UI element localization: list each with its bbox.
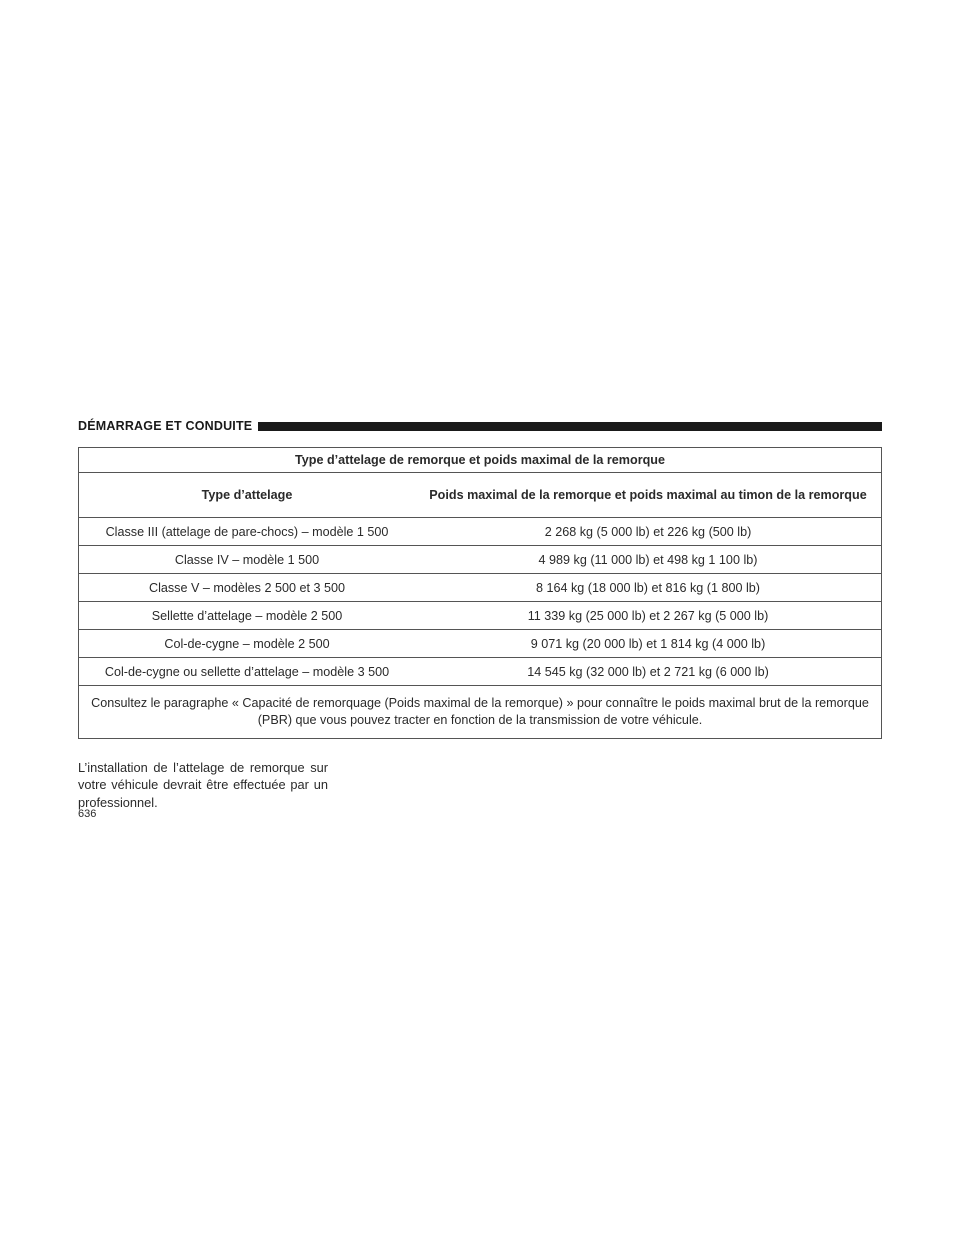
table-row bbox=[79, 574, 882, 602]
hitch-type-cell: Col-de-cygne – modèle 2 500 bbox=[79, 630, 416, 658]
column-header-hitch-type: Type d’attelage bbox=[79, 473, 416, 518]
max-weight-cell: 4 989 kg (11 000 lb) et 498 kg 1 100 lb) bbox=[415, 546, 882, 574]
hitch-type-cell: Col-de-cygne ou sellette d’attelage – modèle 3 500 bbox=[79, 658, 416, 686]
max-weight-cell: 11 339 kg (25 000 lb) et 2 267 kg (5 000 lb) bbox=[415, 602, 882, 630]
section-divider-bar bbox=[258, 422, 882, 431]
max-weight-cell: 8 164 kg (18 000 lb) et 816 kg (1 800 lb) bbox=[415, 574, 882, 602]
max-weight-cell: 9 071 kg (20 000 lb) et 1 814 kg (4 000 lb) bbox=[415, 630, 882, 658]
hitch-type-cell: Classe V – modèles 2 500 et 3 500 bbox=[79, 574, 416, 602]
table-row bbox=[79, 518, 882, 546]
body-paragraph: L’installation de l’attelage de remorque sur votre véhicule devrait être effectuée par un professionnel. bbox=[78, 759, 328, 810]
hitch-type-cell: Classe IV – modèle 1 500 bbox=[79, 546, 416, 574]
hitch-weight-table bbox=[78, 447, 882, 739]
table-row bbox=[79, 630, 882, 658]
section-header bbox=[78, 417, 882, 435]
column-header-max-weight: Poids maximal de la remorque et poids maximal au timon de la remorque bbox=[415, 473, 882, 518]
max-weight-cell: 14 545 kg (32 000 lb) et 2 721 kg (6 000 lb) bbox=[415, 658, 882, 686]
max-weight-cell: 2 268 kg (5 000 lb) et 226 kg (500 lb) bbox=[415, 518, 882, 546]
table-row bbox=[79, 546, 882, 574]
hitch-type-cell: Sellette d’attelage – modèle 2 500 bbox=[79, 602, 416, 630]
table-caption: Type d’attelage de remorque et poids maximal de la remorque bbox=[79, 448, 882, 473]
hitch-type-cell: Classe III (attelage de pare-chocs) – modèle 1 500 bbox=[79, 518, 416, 546]
section-title: DÉMARRAGE ET CONDUITE bbox=[78, 419, 253, 433]
table-row bbox=[79, 658, 882, 686]
table-row bbox=[79, 602, 882, 630]
page-number: 636 bbox=[78, 808, 97, 820]
table-note: Consultez le paragraphe « Capacité de remorquage (Poids maximal de la remorque) » pour connaître le poids maximal brut de la remorque (PBR) que vous pouvez tracter en fonction de la transmission de votre véhicule. bbox=[79, 686, 882, 739]
